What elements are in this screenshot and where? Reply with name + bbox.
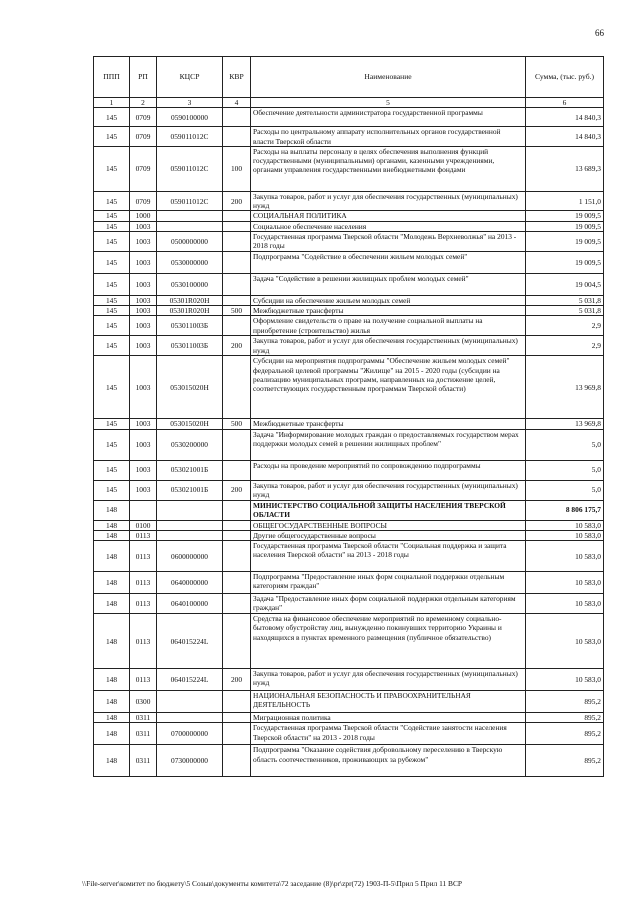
cell-kcsr: 064015224L	[157, 669, 223, 691]
cell-ppp: 145	[94, 251, 130, 273]
cell-ppp: 145	[94, 336, 130, 356]
cell-kcsr	[157, 211, 223, 221]
cell-name: Миграционная политика	[251, 713, 526, 723]
cell-name: Подпрограмма "Оказание содействия добровольному переселению в Тверскую область соотечественников, проживающих за рубежом"	[251, 745, 526, 777]
cell-name: Закупка товаров, работ и услуг для обеспечения государственных (муниципальных) нужд	[251, 669, 526, 691]
cell-kvr: 200	[223, 669, 251, 691]
cell-ppp: 148	[94, 669, 130, 691]
cell-rp: 0311	[130, 723, 157, 745]
cell-sum: 5,0	[526, 429, 604, 460]
cell-sum: 14 840,3	[526, 127, 604, 147]
cell-kvr	[223, 530, 251, 540]
cell-ppp: 145	[94, 146, 130, 191]
cell-rp: 0311	[130, 713, 157, 723]
column-number: 6	[526, 98, 604, 108]
table-row	[94, 500, 604, 520]
cell-ppp: 148	[94, 530, 130, 540]
cell-ppp: 145	[94, 305, 130, 315]
cell-kcsr: 0530000000	[157, 251, 223, 273]
cell-ppp: 145	[94, 480, 130, 500]
cell-rp: 1003	[130, 429, 157, 460]
cell-name: Подпрограмма "Предоставление иных форм социальной поддержки отдельным категориям граждан"	[251, 572, 526, 594]
cell-rp	[130, 500, 157, 520]
cell-name: Задача "Предоставление иных форм социальной поддержки отдельным категориям граждан"	[251, 594, 526, 614]
cell-name: Закупка товаров, работ и услуг для обеспечения государственных (муниципальных) нужд	[251, 336, 526, 356]
cell-kcsr: 053011003Б	[157, 316, 223, 336]
table-row	[94, 429, 604, 460]
cell-kvr	[223, 273, 251, 295]
cell-kcsr: 059011012С	[157, 127, 223, 147]
cell-rp: 1003	[130, 232, 157, 252]
cell-ppp: 148	[94, 541, 130, 572]
cell-kcsr: 05301R020Н	[157, 305, 223, 315]
header-ppp: ППП	[94, 57, 130, 98]
cell-name: Расходы на проведение мероприятий по сопровождению подпрограммы	[251, 460, 526, 480]
table-row	[94, 316, 604, 336]
table-row	[94, 127, 604, 147]
table-row	[94, 305, 604, 315]
cell-rp: 0311	[130, 745, 157, 777]
cell-name: НАЦИОНАЛЬНАЯ БЕЗОПАСНОСТЬ И ПРАВООХРАНИТЕЛЬНАЯ ДЕЯТЕЛЬНОСТЬ	[251, 691, 526, 713]
cell-ppp: 148	[94, 500, 130, 520]
cell-ppp: 148	[94, 594, 130, 614]
column-number-row	[94, 98, 604, 108]
table-row	[94, 745, 604, 777]
cell-rp: 0113	[130, 530, 157, 540]
cell-sum: 10 583,0	[526, 594, 604, 614]
table-row	[94, 108, 604, 127]
cell-name: МИНИСТЕРСТВО СОЦИАЛЬНОЙ ЗАЩИТЫ НАСЕЛЕНИЯ ТВЕРСКОЙ ОБЛАСТИ	[251, 500, 526, 520]
cell-rp: 1003	[130, 460, 157, 480]
cell-kvr: 200	[223, 480, 251, 500]
cell-ppp: 145	[94, 419, 130, 429]
table-row	[94, 419, 604, 429]
cell-kvr	[223, 221, 251, 231]
cell-rp: 0113	[130, 594, 157, 614]
cell-name: Закупка товаров, работ и услуг для обеспечения государственных (муниципальных) нужд	[251, 191, 526, 211]
cell-sum: 19 009,5	[526, 232, 604, 252]
table-row	[94, 273, 604, 295]
cell-kcsr: 053015020Н	[157, 356, 223, 419]
cell-ppp: 145	[94, 356, 130, 419]
cell-kcsr: 059011012С	[157, 191, 223, 211]
file-path-footer: \\File-server\комитет по бюджету\5 Созыв\документы комитета\72 заседание (8)\pr\zpr(72) 1903-П-5\Прил 5 Прил 11 ВСР	[82, 879, 463, 888]
cell-kcsr: 0500000000	[157, 232, 223, 252]
cell-sum: 10 583,0	[526, 541, 604, 572]
cell-name: Задача "Информирование молодых граждан о предоставляемых государством мерах поддержки молодых семей в решении жилищных проблем"	[251, 429, 526, 460]
cell-ppp: 148	[94, 614, 130, 669]
column-number: 1	[94, 98, 130, 108]
cell-kcsr: 053015020Н	[157, 419, 223, 429]
cell-ppp: 148	[94, 691, 130, 713]
cell-sum: 10 583,0	[526, 530, 604, 540]
cell-name: Межбюджетные трансферты	[251, 305, 526, 315]
cell-kcsr	[157, 530, 223, 540]
table-row	[94, 356, 604, 419]
cell-rp: 0709	[130, 108, 157, 127]
cell-kvr	[223, 614, 251, 669]
column-number: 3	[157, 98, 223, 108]
header-kvr: КВР	[223, 57, 251, 98]
table-row	[94, 460, 604, 480]
cell-sum: 895,2	[526, 691, 604, 713]
cell-name: Обеспечение деятельности администратора государственной программы	[251, 108, 526, 127]
cell-rp: 1003	[130, 221, 157, 231]
table-row	[94, 146, 604, 191]
cell-sum: 895,2	[526, 745, 604, 777]
cell-sum: 13 969,8	[526, 356, 604, 419]
cell-kvr	[223, 295, 251, 305]
cell-rp: 0113	[130, 614, 157, 669]
table-row	[94, 669, 604, 691]
cell-rp: 0100	[130, 520, 157, 530]
cell-kvr: 100	[223, 146, 251, 191]
column-number: 4	[223, 98, 251, 108]
cell-rp: 0113	[130, 541, 157, 572]
table-row	[94, 295, 604, 305]
header-sum: Сумма, (тыс. руб.)	[526, 57, 604, 98]
cell-sum: 5 031,8	[526, 295, 604, 305]
cell-kcsr: 059011012С	[157, 146, 223, 191]
cell-rp: 1003	[130, 480, 157, 500]
cell-sum: 1 151,0	[526, 191, 604, 211]
cell-sum: 2,9	[526, 336, 604, 356]
table-row	[94, 713, 604, 723]
cell-sum: 10 583,0	[526, 669, 604, 691]
cell-name: Средства на финансовое обеспечение мероприятий по временному социально-бытовому обустройству лиц, вынужденно покинувших территорию Украины и находящихся в пунктах временного размещения (публичное обязательство)	[251, 614, 526, 669]
cell-sum: 5,0	[526, 480, 604, 500]
cell-sum: 19 009,5	[526, 251, 604, 273]
cell-rp: 1003	[130, 273, 157, 295]
page-number: 66	[595, 28, 604, 38]
cell-name: Задача "Содействие в решении жилищных проблем молодых семей"	[251, 273, 526, 295]
cell-ppp: 145	[94, 316, 130, 336]
cell-name: Государственная программа Тверской области "Молодежь Верхневолжья" на 2013 - 2018 годы	[251, 232, 526, 252]
cell-kvr	[223, 745, 251, 777]
cell-sum: 19 004,5	[526, 273, 604, 295]
cell-kvr	[223, 460, 251, 480]
cell-kvr	[223, 316, 251, 336]
cell-ppp: 145	[94, 211, 130, 221]
cell-rp: 1003	[130, 251, 157, 273]
cell-name: Субсидии на обеспечение жильем молодых семей	[251, 295, 526, 305]
cell-kvr	[223, 429, 251, 460]
cell-kcsr: 0700000000	[157, 723, 223, 745]
cell-sum: 8 806 175,7	[526, 500, 604, 520]
cell-name: Межбюджетные трансферты	[251, 419, 526, 429]
cell-kcsr: 05301R020Н	[157, 295, 223, 305]
cell-rp: 1003	[130, 356, 157, 419]
cell-name: Субсидии на мероприятия подпрограммы "Обеспечение жильем молодых семей" федеральной целевой программы "Жилище" на 2015 - 2020 годы (субсидии на реализацию муниципальных программ, направленных на достижение целей, соответствующих государственным программам Тверской области)	[251, 356, 526, 419]
cell-sum: 5,0	[526, 460, 604, 480]
cell-kcsr: 064015224L	[157, 614, 223, 669]
table-row	[94, 480, 604, 500]
table-row	[94, 336, 604, 356]
cell-kvr	[223, 232, 251, 252]
table-row	[94, 221, 604, 231]
cell-kvr	[223, 108, 251, 127]
cell-name: Государственная программа Тверской области "Содействие занятости населения Тверской области" на 2013 - 2018 годы	[251, 723, 526, 745]
table-row	[94, 691, 604, 713]
cell-name: Расходы на выплаты персоналу в целях обеспечения выполнения функций государственными (муниципальными) органами, казенными учреждениями, органами управления государственными внебюджетными фондами	[251, 146, 526, 191]
cell-kcsr: 0640000000	[157, 572, 223, 594]
cell-kvr	[223, 211, 251, 221]
cell-sum: 2,9	[526, 316, 604, 336]
table-body	[94, 108, 604, 777]
cell-ppp: 148	[94, 572, 130, 594]
cell-sum: 895,2	[526, 723, 604, 745]
cell-sum: 19 009,5	[526, 211, 604, 221]
cell-kvr	[223, 541, 251, 572]
cell-rp: 0300	[130, 691, 157, 713]
cell-ppp: 145	[94, 221, 130, 231]
cell-kvr: 500	[223, 419, 251, 429]
cell-ppp: 145	[94, 191, 130, 211]
cell-rp: 0709	[130, 146, 157, 191]
cell-kcsr: 0600000000	[157, 541, 223, 572]
header-rp: РП	[130, 57, 157, 98]
table-row	[94, 614, 604, 669]
cell-kcsr	[157, 500, 223, 520]
table-row	[94, 572, 604, 594]
table-row	[94, 594, 604, 614]
cell-name: Другие общегосударственные вопросы	[251, 530, 526, 540]
cell-kvr: 500	[223, 305, 251, 315]
cell-name: ОБЩЕГОСУДАРСТВЕННЫЕ ВОПРОСЫ	[251, 520, 526, 530]
cell-name: Расходы по центральному аппарату исполнительных органов государственной власти Тверской области	[251, 127, 526, 147]
cell-rp: 1000	[130, 211, 157, 221]
cell-kcsr	[157, 221, 223, 231]
cell-rp: 0113	[130, 669, 157, 691]
table-row	[94, 191, 604, 211]
table-row	[94, 530, 604, 540]
cell-sum: 10 583,0	[526, 572, 604, 594]
cell-kvr	[223, 520, 251, 530]
cell-kcsr	[157, 713, 223, 723]
cell-sum: 13 689,3	[526, 146, 604, 191]
cell-name: Государственная программа Тверской области "Социальная поддержка и защита населения Тверской области" на 2013 - 2018 годы	[251, 541, 526, 572]
cell-name: Оформление свидетельств о праве на получение социальной выплаты на приобретение (строительство) жилья	[251, 316, 526, 336]
table-row	[94, 232, 604, 252]
cell-kcsr: 053021001Б	[157, 480, 223, 500]
column-number: 2	[130, 98, 157, 108]
cell-name: Социальное обеспечение населения	[251, 221, 526, 231]
cell-name: Закупка товаров, работ и услуг для обеспечения государственных (муниципальных) нужд	[251, 480, 526, 500]
cell-rp: 1003	[130, 295, 157, 305]
cell-kcsr	[157, 520, 223, 530]
cell-ppp: 148	[94, 713, 130, 723]
cell-sum: 5 031,8	[526, 305, 604, 315]
cell-kvr	[223, 594, 251, 614]
cell-kvr	[223, 723, 251, 745]
cell-name: СОЦИАЛЬНАЯ ПОЛИТИКА	[251, 211, 526, 221]
cell-kcsr: 0530100000	[157, 273, 223, 295]
cell-kvr	[223, 356, 251, 419]
cell-kcsr: 053011003Б	[157, 336, 223, 356]
table-header-row	[94, 57, 604, 98]
header-name: Наименование	[251, 57, 526, 98]
cell-name: Подпрограмма "Содействие в обеспечении жильем молодых семей"	[251, 251, 526, 273]
cell-sum: 895,2	[526, 713, 604, 723]
table-row	[94, 541, 604, 572]
cell-ppp: 145	[94, 429, 130, 460]
cell-ppp: 145	[94, 232, 130, 252]
cell-kvr	[223, 691, 251, 713]
cell-sum: 19 009,5	[526, 221, 604, 231]
cell-ppp: 145	[94, 108, 130, 127]
cell-kcsr: 0640100000	[157, 594, 223, 614]
cell-rp: 1003	[130, 316, 157, 336]
table-row	[94, 520, 604, 530]
cell-ppp: 145	[94, 273, 130, 295]
cell-sum: 14 840,3	[526, 108, 604, 127]
cell-sum: 10 583,0	[526, 520, 604, 530]
table-row	[94, 723, 604, 745]
cell-kvr	[223, 127, 251, 147]
cell-kcsr: 0730000000	[157, 745, 223, 777]
cell-ppp: 148	[94, 520, 130, 530]
cell-ppp: 148	[94, 723, 130, 745]
cell-rp: 1003	[130, 305, 157, 315]
cell-kcsr	[157, 691, 223, 713]
table-row	[94, 251, 604, 273]
cell-rp: 0709	[130, 191, 157, 211]
cell-ppp: 145	[94, 460, 130, 480]
cell-kvr	[223, 572, 251, 594]
cell-kvr: 200	[223, 191, 251, 211]
column-number: 5	[251, 98, 526, 108]
cell-rp: 1003	[130, 336, 157, 356]
cell-kcsr: 053021001Б	[157, 460, 223, 480]
cell-ppp: 145	[94, 127, 130, 147]
cell-ppp: 148	[94, 745, 130, 777]
cell-rp: 0709	[130, 127, 157, 147]
cell-rp: 1003	[130, 419, 157, 429]
cell-sum: 13 969,8	[526, 419, 604, 429]
header-kcsr: КЦСР	[157, 57, 223, 98]
table-row	[94, 211, 604, 221]
cell-rp: 0113	[130, 572, 157, 594]
cell-kcsr: 0530200000	[157, 429, 223, 460]
budget-table	[93, 56, 604, 777]
cell-kcsr: 0590100000	[157, 108, 223, 127]
cell-kvr	[223, 713, 251, 723]
cell-kvr: 200	[223, 336, 251, 356]
cell-sum: 10 583,0	[526, 614, 604, 669]
cell-kvr	[223, 500, 251, 520]
cell-kvr	[223, 251, 251, 273]
cell-ppp: 145	[94, 295, 130, 305]
